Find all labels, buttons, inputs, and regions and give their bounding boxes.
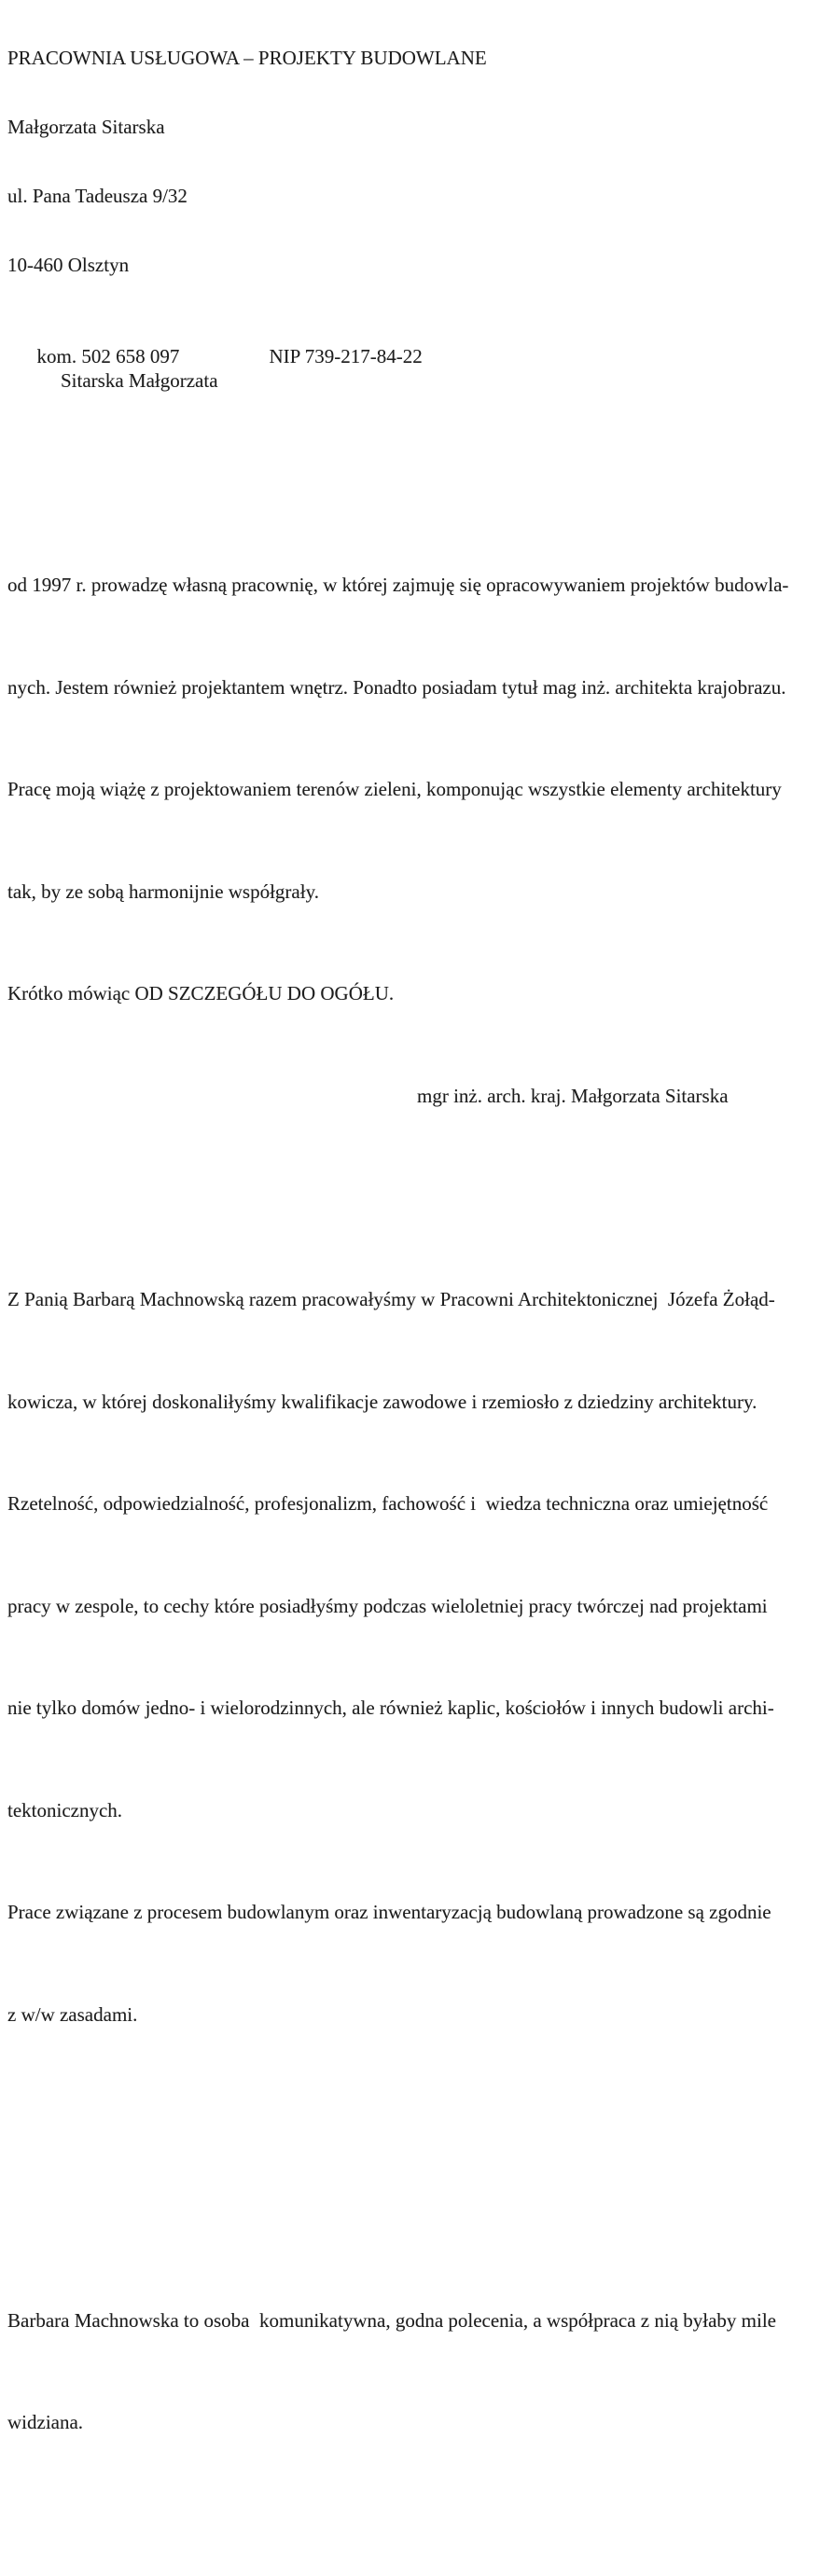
paragraph-1 bbox=[7, 500, 814, 1079]
signature-line: mgr inż. arch. kraj. Małgorzata Sitarska bbox=[417, 1085, 729, 1107]
letterhead-owner: Małgorzata Sitarska bbox=[7, 115, 165, 138]
letterhead-city: 10-460 Olsztyn bbox=[7, 253, 130, 276]
body-line: Prace związane z procesem budowlanym oraz inwentaryzacją budowlaną prowadzone są zgodnie bbox=[7, 1901, 771, 1923]
letterhead-phone: kom. 502 658 097 bbox=[36, 344, 180, 367]
letterhead-nip: NIP 739-217-84-22 bbox=[269, 344, 423, 367]
body-line: widziana. bbox=[7, 2411, 84, 2433]
paragraph-2 bbox=[7, 1214, 814, 2099]
body-line: kowicza, w której doskonaliłyśmy kwalifikacje zawodowe i rzemiosło z dziedziny architektury. bbox=[7, 1390, 757, 1413]
body-line: pracy w zespole, to cechy które posiadłyśmy podczas wieloletniej pracy twórczej nad projektami bbox=[7, 1594, 768, 1617]
body-line: od 1997 r. prowadzę własną pracownię, w której zajmuję się opracowywaniem projektów budowla- bbox=[7, 574, 789, 596]
body-line: nych. Jestem również projektantem wnętrz. Ponadto posiadam tytuł mag inż. architekta krajobrazu. bbox=[7, 675, 786, 699]
body-line: Z Panią Barbarą Machnowską razem pracowałyśmy w Pracowni Architektonicznej Józefa Żołąd- bbox=[7, 1288, 775, 1310]
letterhead-street: ul. Pana Tadeusza 9/32 bbox=[7, 184, 188, 207]
body-line: Pracę moją wiążę z projektowaniem terenów zieleni, komponując wszystkie elementy architektury bbox=[7, 778, 782, 800]
body-line: Krótko mówiąc OD SZCZEGÓŁU DO OGÓŁU. bbox=[7, 982, 395, 1004]
paragraph-3 bbox=[7, 2236, 814, 2508]
letter-body bbox=[7, 296, 814, 2576]
letterhead-company: PRACOWNIA USŁUGOWA – PROJEKTY BUDOWLANE bbox=[7, 47, 487, 70]
body-line: tektonicznych. bbox=[7, 1798, 123, 1821]
body-line: Barbara Machnowska to osoba komunikatywna, godna polecenia, a współpraca z nią byłaby mile bbox=[7, 2308, 776, 2332]
body-line: z w/w zasadami. bbox=[7, 2002, 138, 2026]
body-line: nie tylko domów jedno- i wielorodzinnych, ale również kaplic, kościołów i innych budowli archi- bbox=[7, 1697, 774, 1719]
subject-name: Sitarska Małgorzata bbox=[61, 369, 218, 392]
body-line: tak, by ze sobą harmonijnie współgrały. bbox=[7, 879, 319, 903]
body-line: Rzetelność, odpowiedzialność, profesjonalizm, fachowość i wiedza techniczna oraz umiejętność bbox=[7, 1492, 769, 1515]
